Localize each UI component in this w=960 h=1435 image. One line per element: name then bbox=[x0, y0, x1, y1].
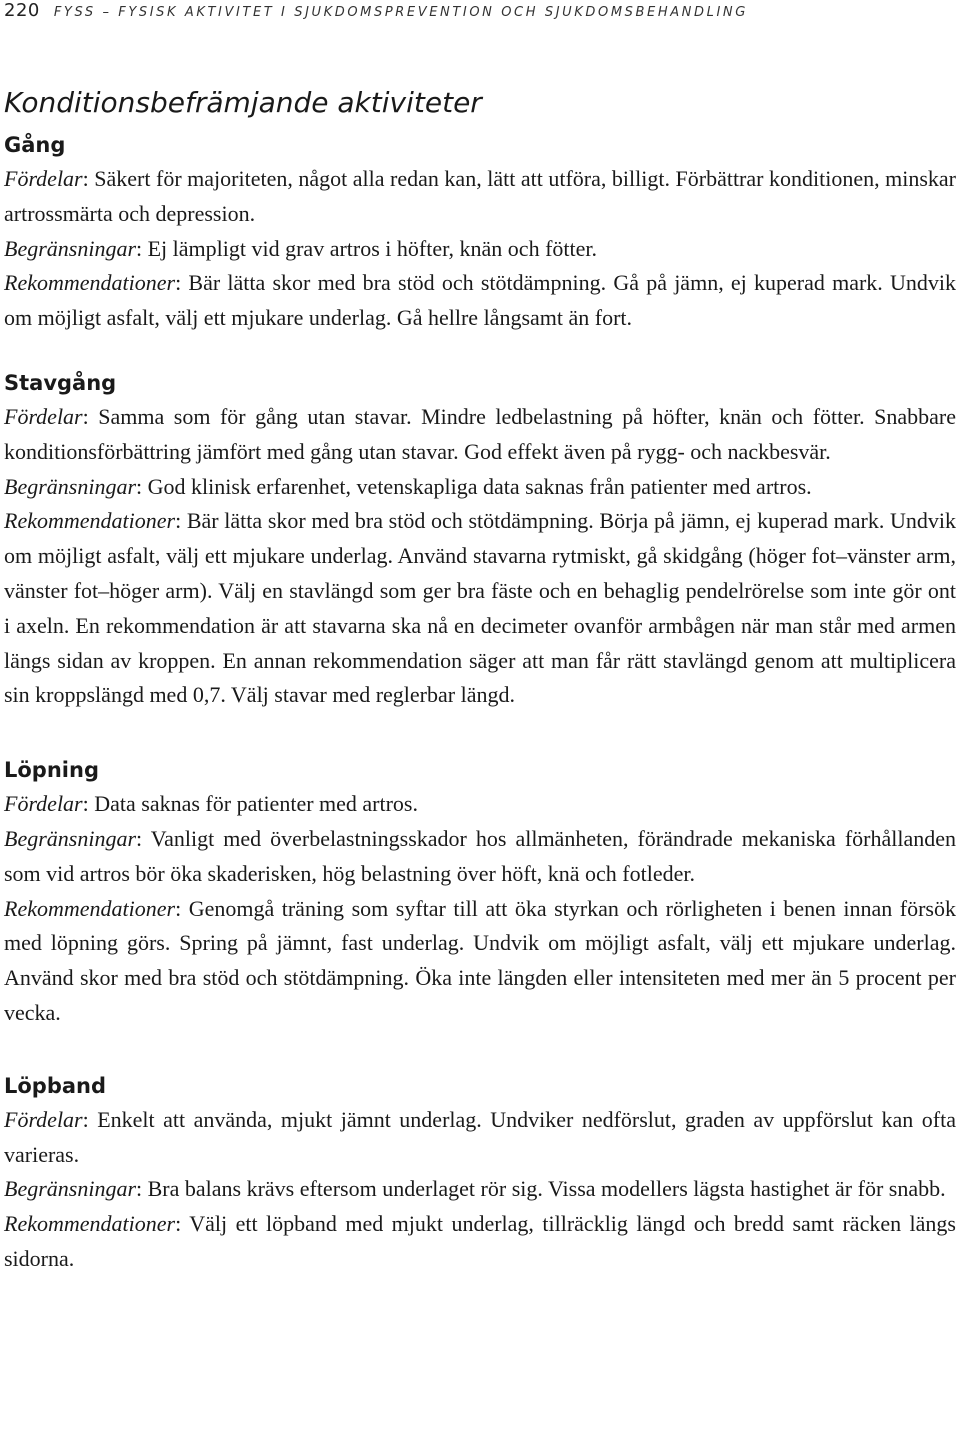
begransningar-label: Begränsningar bbox=[4, 825, 136, 851]
begransningar-paragraph bbox=[4, 470, 956, 505]
activity-gang bbox=[4, 128, 956, 336]
rekommendationer-paragraph bbox=[4, 1207, 956, 1277]
fordelar-paragraph bbox=[4, 162, 956, 232]
fordelar-paragraph bbox=[4, 1103, 956, 1173]
fordelar-text: : Data saknas för patienter med artros. bbox=[82, 791, 418, 817]
begransningar-text: : Ej lämpligt vid grav artros i höfter, knän och fötter. bbox=[136, 235, 598, 261]
rekommendationer-label: Rekommendationer bbox=[4, 508, 176, 534]
rekommendationer-paragraph bbox=[4, 266, 956, 336]
rekommendationer-text: : Välj ett löpband med mjukt underlag, tillräcklig längd och bredd samt räcken längs sidorna. bbox=[4, 1211, 956, 1271]
running-title: FYSS – FYSISK AKTIVITET I SJUKDOMSPREVENTION OCH SJUKDOMSBEHANDLING bbox=[53, 5, 748, 20]
fordelar-paragraph bbox=[4, 787, 956, 822]
section-title: Konditionsbefrämjande aktiviteter bbox=[4, 86, 482, 119]
running-head bbox=[4, 0, 956, 22]
fordelar-paragraph bbox=[4, 400, 956, 470]
rekommendationer-text: : Bär lätta skor med bra stöd och stötdämpning. Börja på jämn, ej kuperad mark. Undvik om möjligt asfalt, välj ett mjukare underlag. Använd stavarna rytmiskt, gå skidgång (höger fot–vänster arm, vänster fot–höger arm). Välj en stavlängd som ger bra fäste och en behaglig pendelrörelse som inte gör ont i axeln. En rekommendation är att stavarna ska nå en decimeter ovanför armbågen när man står med armen längs sidan av kroppen. En annan rekommendation säger att man får rätt stavlängd genom att multiplicera sin kroppslängd med 0,7. Välj stavar med reglerbar längd. bbox=[4, 508, 956, 708]
rekommendationer-label: Rekommendationer bbox=[4, 270, 176, 296]
book-page bbox=[4, 0, 956, 1277]
activity-heading: Stavgång bbox=[4, 370, 117, 395]
begransningar-paragraph bbox=[4, 232, 956, 267]
rekommendationer-paragraph bbox=[4, 504, 956, 713]
fordelar-text: : Enkelt att använda, mjukt jämnt underlag. Undviker nedförslut, graden av uppförslut kan ofta varieras. bbox=[4, 1106, 956, 1167]
rekommendationer-paragraph bbox=[4, 892, 956, 1031]
fordelar-label: Fördelar bbox=[4, 791, 83, 817]
rekommendationer-text: : Genomgå träning som syftar till att öka styrkan och rörligheten i benen innan försök med löpning görs. Spring på jämnt, fast underlag. Undvik om möjligt asfalt, välj ett mjukare underlag. Använd skor med bra stöd och stötdämpning. Öka inte längden eller intensiteten med mer än 5 procent per vecka. bbox=[4, 895, 956, 1025]
begransningar-text: : Bra balans krävs eftersom underlaget rör sig. Vissa modellers lägsta hastighet är för snabb. bbox=[136, 1176, 946, 1202]
page-number: 220 bbox=[4, 0, 40, 21]
activity-lopband bbox=[4, 1069, 956, 1277]
rekommendationer-text: : Bär lätta skor med bra stöd och stötdämpning. Gå på jämn, ej kuperad mark. Undvik om möjligt asfalt, välj ett mjukare underlag. Gå hellre långsamt än fort. bbox=[4, 270, 956, 331]
fordelar-text: : Säkert för majoriteten, något alla redan kan, lätt att utföra, billigt. Förbättrar konditionen, minskar artrossmärta och depression. bbox=[4, 166, 956, 226]
fordelar-label: Fördelar bbox=[4, 1106, 83, 1132]
activity-stavgang bbox=[4, 366, 956, 713]
activity-lopning bbox=[4, 753, 956, 1031]
begransningar-label: Begränsningar bbox=[4, 235, 136, 261]
activity-heading: Löpning bbox=[4, 758, 99, 783]
begransningar-paragraph bbox=[4, 822, 956, 892]
begransningar-paragraph bbox=[4, 1172, 956, 1207]
begransningar-label: Begränsningar bbox=[4, 1176, 136, 1202]
begransningar-label: Begränsningar bbox=[4, 473, 136, 499]
fordelar-label: Fördelar bbox=[4, 166, 83, 191]
begransningar-text: : Vanligt med överbelastningsskador hos allmänheten, förändrade mekaniska förhållanden som vid artros bör öka skaderisken, hög belastning över höft, knä och fotleder. bbox=[4, 825, 956, 886]
activity-heading: Löpband bbox=[4, 1073, 107, 1098]
begransningar-text: : God klinisk erfarenhet, vetenskapliga data saknas från patienter med artros. bbox=[136, 473, 812, 499]
rekommendationer-label: Rekommendationer bbox=[4, 1211, 176, 1237]
fordelar-text: : Samma som för gång utan stavar. Mindre ledbelastning på höfter, knän och fötter. Snabbare konditionsförbättring jämfört med gång utan stavar. God effekt även på rygg- och nackbesvär. bbox=[4, 403, 956, 464]
rekommendationer-label: Rekommendationer bbox=[4, 895, 176, 921]
fordelar-label: Fördelar bbox=[4, 403, 83, 429]
activity-heading: Gång bbox=[4, 133, 66, 157]
